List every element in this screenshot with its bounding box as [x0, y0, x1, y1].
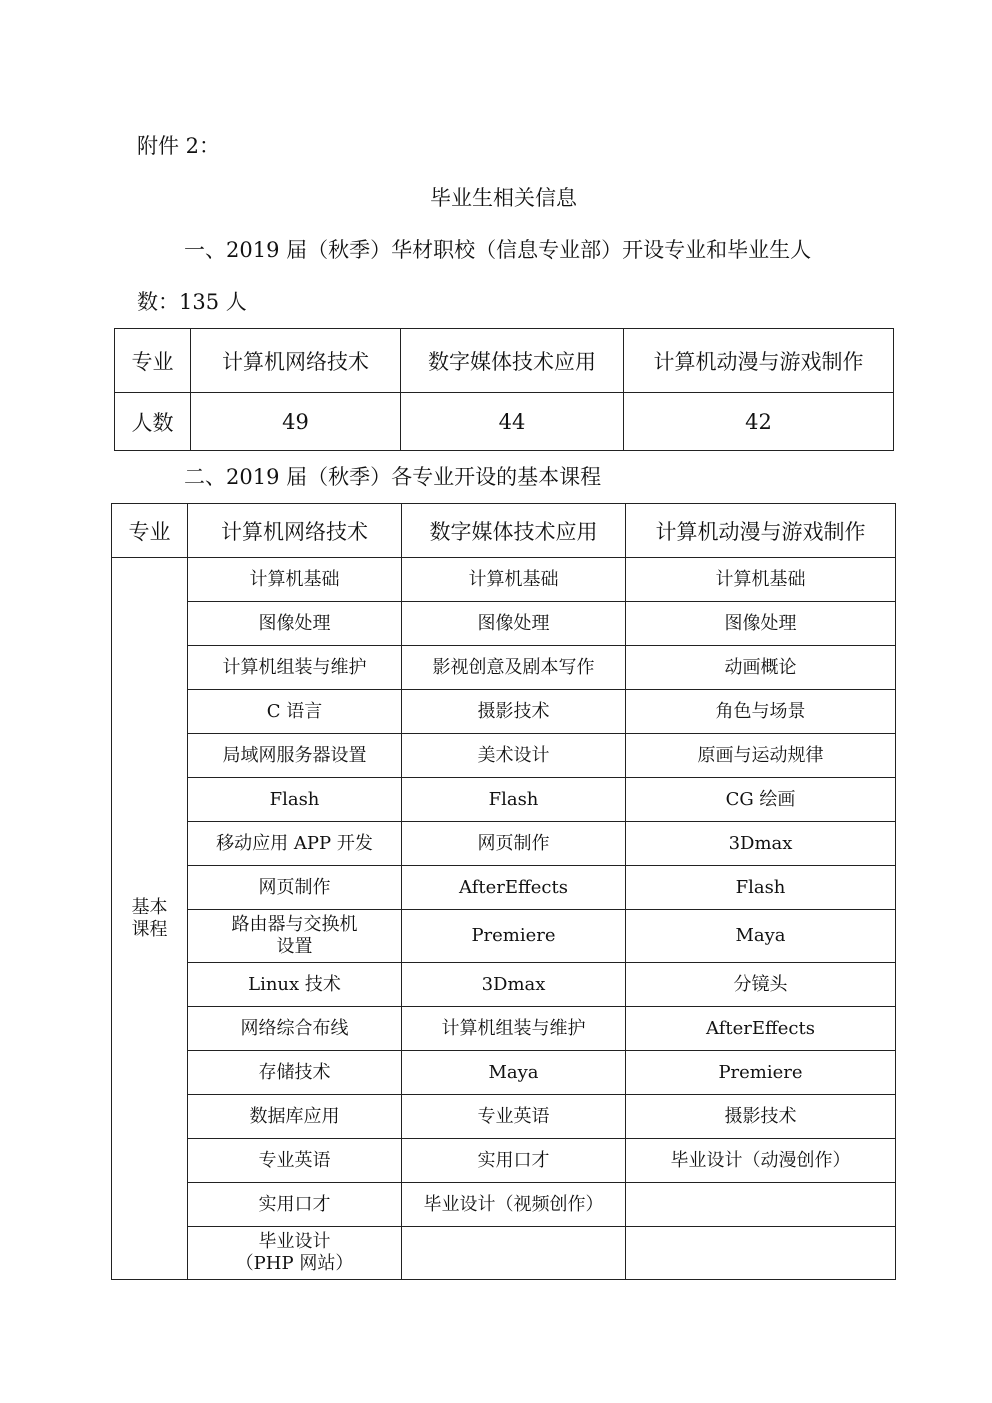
course-cell-line2: 设置	[276, 936, 313, 957]
table-row	[112, 602, 896, 646]
course-cell: 网络综合布线	[188, 1007, 402, 1051]
course-cell: 存储技术	[188, 1051, 402, 1095]
course-cell: Premiere	[626, 1051, 896, 1095]
course-cell: Premiere	[402, 910, 626, 963]
row-label-major: 专业	[115, 329, 191, 393]
table-row	[112, 1051, 896, 1095]
course-cell: 角色与场景	[626, 690, 896, 734]
table-row	[112, 963, 896, 1007]
course-cell: 计算机组装与维护	[402, 1007, 626, 1051]
table-row	[112, 734, 896, 778]
course-cell: 摄影技术	[402, 690, 626, 734]
course-cell: 计算机组装与维护	[188, 646, 402, 690]
course-cell: 原画与运动规律	[626, 734, 896, 778]
table-row	[112, 558, 896, 602]
course-cell: 摄影技术	[626, 1095, 896, 1139]
course-cell: 图像处理	[188, 602, 402, 646]
course-cell: 毕业设计（动漫创作）	[626, 1139, 896, 1183]
course-cell: 美术设计	[402, 734, 626, 778]
course-cell: Maya	[626, 910, 896, 963]
course-cell: Linux 技术	[188, 963, 402, 1007]
graduate-count: 49	[191, 393, 401, 451]
course-cell: 局域网服务器设置	[188, 734, 402, 778]
major-name: 数字媒体技术应用	[401, 329, 624, 393]
row-head-line1: 基本	[131, 896, 168, 918]
graduate-count: 44	[401, 393, 624, 451]
row-head-line2: 课程	[131, 918, 168, 940]
table-row	[112, 1139, 896, 1183]
table-row	[115, 393, 894, 451]
course-cell: 3Dmax	[626, 822, 896, 866]
course-cell-line2: （PHP 网站）	[235, 1253, 354, 1274]
table-row	[112, 1183, 896, 1227]
table-row	[112, 910, 896, 963]
document-title: 毕业生相关信息	[430, 186, 577, 210]
section1-heading-line1: 一、2019 届（秋季）华材职校（信息专业部）开设专业和毕业生人	[184, 238, 812, 262]
attachment-label: 附件 2：	[137, 134, 221, 158]
row-label-count: 人数	[115, 393, 191, 451]
course-cell: Maya	[402, 1051, 626, 1095]
major-name: 计算机网络技术	[191, 329, 401, 393]
table-row	[112, 1095, 896, 1139]
course-cell: 实用口才	[188, 1183, 402, 1227]
major-name: 计算机动漫与游戏制作	[624, 329, 894, 393]
table-row	[112, 822, 896, 866]
course-cell: 图像处理	[402, 602, 626, 646]
course-cell: 网页制作	[402, 822, 626, 866]
section1-heading-line2: 数：135 人	[137, 290, 247, 314]
course-cell: 计算机基础	[402, 558, 626, 602]
course-cell: Flash	[402, 778, 626, 822]
major-name: 计算机动漫与游戏制作	[626, 504, 896, 558]
course-cell	[188, 1227, 402, 1280]
course-cell: 动画概论	[626, 646, 896, 690]
table-row	[112, 1007, 896, 1051]
table-row	[112, 778, 896, 822]
course-cell: 计算机基础	[626, 558, 896, 602]
course-cell-line1: 毕业设计	[258, 1231, 331, 1252]
course-cell: Flash	[626, 866, 896, 910]
course-cell: 计算机基础	[188, 558, 402, 602]
major-name: 计算机网络技术	[188, 504, 402, 558]
course-cell-line1: 路由器与交换机	[231, 914, 358, 935]
course-cell: Flash	[188, 778, 402, 822]
course-cell: CG 绘画	[626, 778, 896, 822]
course-cell: 图像处理	[626, 602, 896, 646]
table-row	[112, 1227, 896, 1280]
course-cell	[188, 910, 402, 963]
course-cell: 专业英语	[188, 1139, 402, 1183]
course-cell: 实用口才	[402, 1139, 626, 1183]
course-cell: AfterEffects	[626, 1007, 896, 1051]
course-cell: AfterEffects	[402, 866, 626, 910]
course-cell: 毕业设计（视频创作）	[402, 1183, 626, 1227]
section2-heading: 二、2019 届（秋季）各专业开设的基本课程	[184, 465, 602, 489]
course-cell	[402, 1227, 626, 1280]
course-cell: C 语言	[188, 690, 402, 734]
table-header-row	[112, 504, 896, 558]
course-cell: 网页制作	[188, 866, 402, 910]
table-row	[112, 690, 896, 734]
basic-courses-row-head	[112, 558, 188, 1280]
course-cell: 移动应用 APP 开发	[188, 822, 402, 866]
courses-table	[111, 503, 896, 1280]
graduates-table	[114, 328, 894, 451]
course-cell	[626, 1183, 896, 1227]
course-cell	[626, 1227, 896, 1280]
course-cell: 分镜头	[626, 963, 896, 1007]
table-row	[115, 329, 894, 393]
table-row	[112, 866, 896, 910]
header-label: 专业	[112, 504, 188, 558]
course-cell: 3Dmax	[402, 963, 626, 1007]
graduate-count: 42	[624, 393, 894, 451]
table-row	[112, 646, 896, 690]
course-cell: 影视创意及剧本写作	[402, 646, 626, 690]
course-cell: 数据库应用	[188, 1095, 402, 1139]
course-cell: 专业英语	[402, 1095, 626, 1139]
major-name: 数字媒体技术应用	[402, 504, 626, 558]
